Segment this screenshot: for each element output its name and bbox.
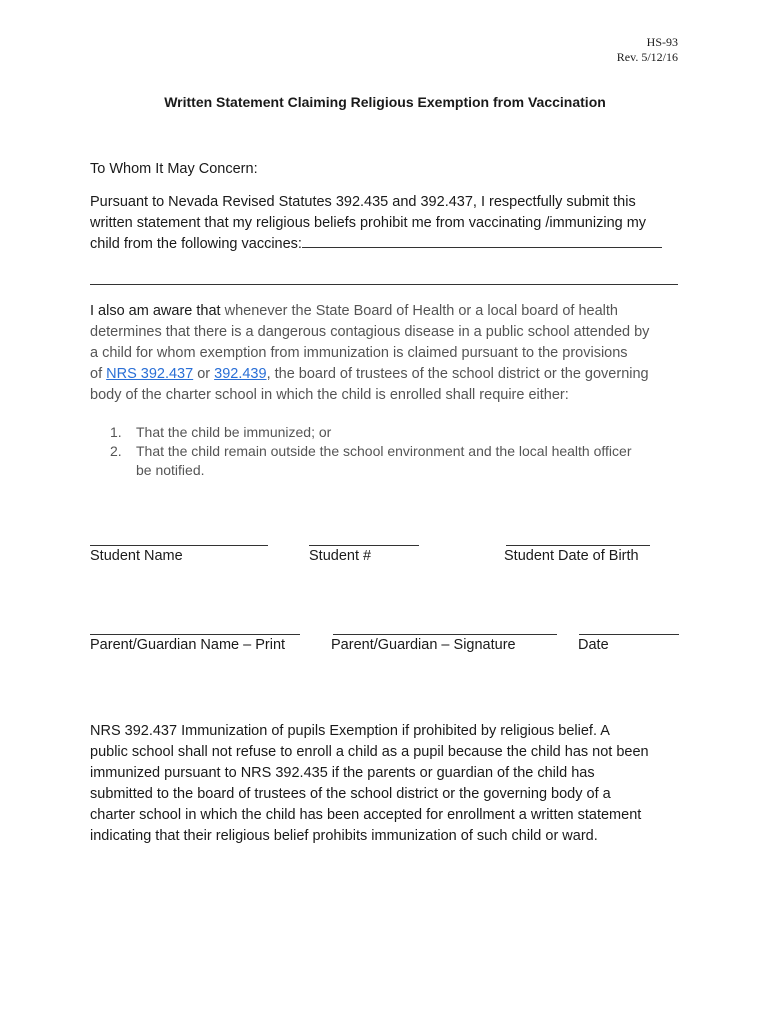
statement-line: written statement that my religious beliefs prohibit me from vaccinating /immunizing my bbox=[90, 215, 647, 231]
parent-name-label: Parent/Guardian Name – Print bbox=[90, 637, 286, 653]
student-name-label: Student Name bbox=[90, 548, 183, 564]
awareness-prefix: of bbox=[90, 366, 107, 382]
salutation: To Whom It May Concern: bbox=[90, 161, 258, 177]
student-dob-label: Student Date of Birth bbox=[504, 548, 639, 564]
nrs-392-439-link[interactable]: 392.439 bbox=[214, 366, 267, 382]
student-dob-field[interactable] bbox=[506, 545, 650, 546]
parent-name-field[interactable] bbox=[90, 634, 300, 635]
date-field[interactable] bbox=[579, 634, 679, 635]
nrs-392-437-link[interactable]: NRS 392.437 bbox=[106, 366, 194, 382]
form-number: HS-93 bbox=[646, 35, 678, 49]
statement-paragraph bbox=[90, 192, 690, 255]
form-revision: Rev. 5/12/16 bbox=[616, 50, 678, 64]
document-title: Written Statement Claiming Religious Exemption from Vaccination bbox=[164, 94, 606, 110]
awareness-mid: or bbox=[193, 366, 215, 382]
awareness-rest: whenever the State Board of Health or a local board of health bbox=[220, 303, 618, 319]
vaccines-continuation-blank[interactable] bbox=[90, 284, 678, 285]
requirement-options-list bbox=[110, 423, 631, 480]
awareness-line bbox=[90, 364, 690, 385]
statute-line: NRS 392.437 Immunization of pupils Exemption if prohibited by religious belief. A bbox=[90, 723, 610, 739]
student-number-field[interactable] bbox=[309, 545, 419, 546]
statute-line: indicating that their religious belief prohibits immunization of such child or ward. bbox=[90, 828, 598, 844]
awareness-line bbox=[90, 301, 690, 322]
statement-line-text: child from the following vaccines: bbox=[90, 236, 302, 252]
awareness-lead: I also am aware that bbox=[90, 303, 221, 319]
option-text-continued: be notified. bbox=[136, 462, 205, 478]
statute-line: charter school in which the child has been accepted for enrollment a written statement bbox=[90, 807, 642, 823]
statute-line: public school shall not refuse to enroll a child as a pupil because the child has not been bbox=[90, 744, 649, 760]
awareness-line: determines that there is a dangerous contagious disease in a public school attended by bbox=[90, 324, 650, 340]
statute-paragraph bbox=[90, 721, 690, 847]
awareness-paragraph bbox=[90, 301, 690, 406]
parent-signature-label: Parent/Guardian – Signature bbox=[331, 637, 516, 653]
statute-line: immunized pursuant to NRS 392.435 if the parents or guardian of the child has bbox=[90, 765, 595, 781]
statute-line: submitted to the board of trustees of the school district or the governing body of a bbox=[90, 786, 611, 802]
parent-signature-field[interactable] bbox=[333, 634, 557, 635]
awareness-line: a child for whom exemption from immunization is claimed pursuant to the provisions bbox=[90, 345, 628, 361]
option-text: That the child remain outside the school environment and the local health officer bbox=[136, 443, 632, 459]
student-name-field[interactable] bbox=[90, 545, 268, 546]
statement-line: Pursuant to Nevada Revised Statutes 392.435 and 392.437, I respectfully submit this bbox=[90, 194, 636, 210]
vaccines-blank-field[interactable] bbox=[302, 235, 662, 248]
option-number: 1. bbox=[110, 424, 122, 440]
option-item bbox=[110, 442, 631, 480]
option-text: That the child be immunized; or bbox=[136, 424, 332, 440]
date-label: Date bbox=[578, 637, 609, 653]
student-number-label: Student # bbox=[309, 548, 372, 564]
option-number: 2. bbox=[110, 443, 122, 459]
option-item bbox=[110, 423, 631, 442]
awareness-suffix: , the board of trustees of the school district or the governing bbox=[266, 366, 649, 382]
statement-line bbox=[90, 234, 690, 255]
awareness-line: body of the charter school in which the child is enrolled shall require either: bbox=[90, 387, 569, 403]
form-identifier bbox=[617, 35, 678, 65]
